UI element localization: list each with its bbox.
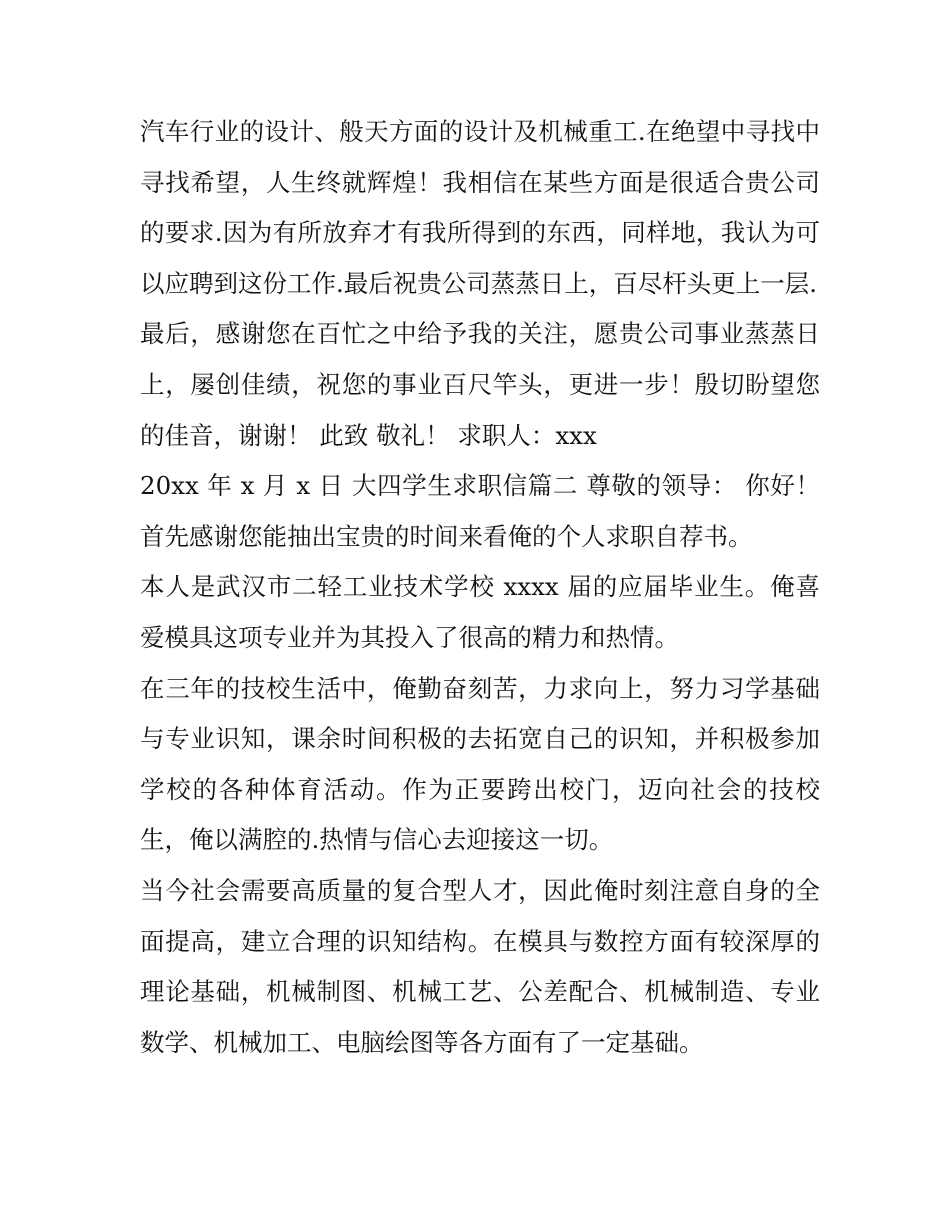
paragraph-6: 当今社会需要高质量的复合型人才，因此俺时刻注意自身的全面提高，建立合理的识知结构。在模具与数控方面有较深厚的理论基础，机械制图、机械工艺、公差配合、机械制造、专业数学、机械加工、电脑绘图等各方面有了一定基础。 [140,875,820,1057]
paragraph-1: 汽车行业的设计、般天方面的设计及机械重工.在绝望中寻找中寻找希望，人生终就辉煌！我相信在某些方面是很适合贵公司的要求.因为有所放弃才有我所得到的东西，同样地，我认为可以应聘到这份工作.最后祝贵公司蒸蒸日上，百尽杆头更上一层. [140,117,820,298]
paragraph-2: 最后，感谢您在百忙之中给予我的关注，愿贵公司事业蒸蒸日上，屡创佳绩，祝您的事业百尺竿头，更进一步！殷切盼望您的佳音，谢谢！ 此致 敬礼！ 求职人：xxx [140,319,820,450]
paragraph-4: 本人是武汉市二轻工业技术学校 xxxx 届的应届毕业生。俺喜爱模具这项专业并为其投入了很高的精力和热情。 [140,572,820,652]
paragraph-3: 20xx 年 x 月 x 日 大四学生求职信篇二 尊敬的领导： 你好！首先感谢您能抽出宝贵的时间来看俺的个人求职自荐书。 [140,471,820,551]
document-body [140,107,820,1068]
paragraph-5: 在三年的技校生活中，俺勤奋刻苦，力求向上，努力习学基础与专业识知，课余时间积极的去拓宽自己的识知，并积极参加学校的各种体育活动。作为正要跨出校门，迈向社会的技校生，俺以满腔的.热情与信心去迎接这一切。 [140,673,820,855]
